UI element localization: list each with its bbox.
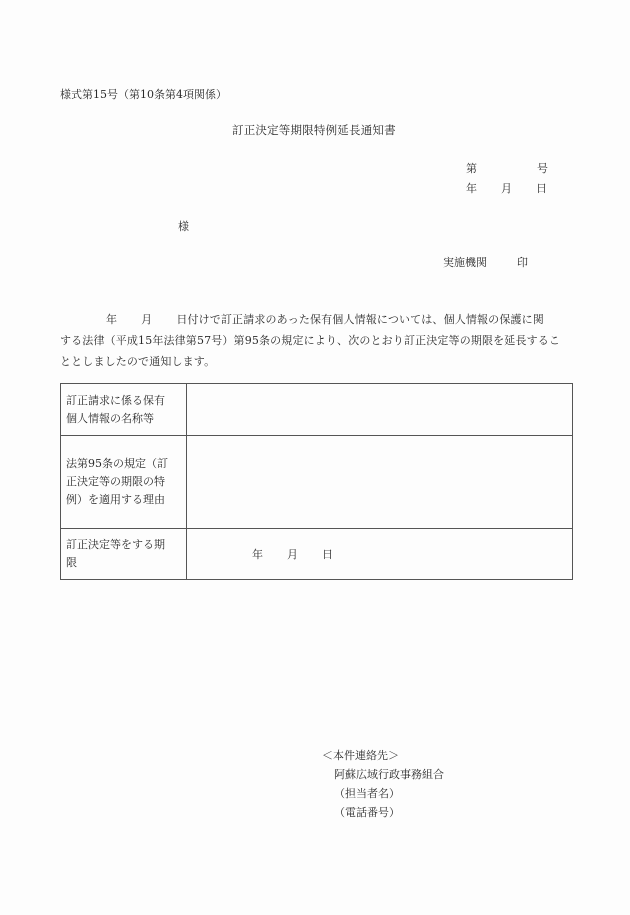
body-line-3: ととしましたので通知します。 xyxy=(60,355,216,368)
form-number: 様式第15号（第10条第4項関係） xyxy=(60,88,227,101)
contact-heading: ＜本件連絡先＞ xyxy=(322,749,399,762)
notice-body xyxy=(60,309,576,372)
reference-number-prefix: 第 xyxy=(466,162,477,175)
seal-mark: 印 xyxy=(517,256,528,269)
deadline-month: 月 xyxy=(287,548,298,561)
body-line-2: する法律（平成15年法律第57号）第95条の規定により、次のとおり訂正決定等の期限を延長するこ xyxy=(60,334,561,347)
table-row xyxy=(61,436,573,529)
personal-info-name-field[interactable] xyxy=(187,384,573,436)
deadline-date-field[interactable] xyxy=(187,529,573,580)
deadline-year: 年 xyxy=(252,548,263,561)
info-table xyxy=(60,383,573,580)
reason-field[interactable] xyxy=(187,436,573,529)
issuer-label: 実施機関 xyxy=(443,256,487,269)
reference-number-suffix: 号 xyxy=(537,162,548,175)
row-label: 訂正決定等をする期 限 xyxy=(61,529,187,580)
contact-phone: （電話番号） xyxy=(334,806,400,819)
reference-date xyxy=(466,180,547,196)
addressee: 様 xyxy=(178,220,189,233)
table-row xyxy=(61,529,573,580)
deadline-day: 日 xyxy=(322,548,333,561)
row-label: 法第95条の規定（訂 正決定等の期限の特 例）を適用する理由 xyxy=(61,436,187,529)
contact-person: （担当者名） xyxy=(334,787,400,800)
issuer xyxy=(443,254,528,270)
body-line-1: 年 月 日付けで訂正請求のあった保有個人情報については、個人情報の保護に関 xyxy=(106,313,544,326)
date-year: 年 xyxy=(466,182,477,195)
row-label: 訂正請求に係る保有 個人情報の名称等 xyxy=(61,384,187,436)
date-month: 月 xyxy=(501,182,512,195)
contact-organization: 阿蘇広域行政事務組合 xyxy=(334,768,444,781)
contact-block xyxy=(322,746,444,822)
reference-number xyxy=(466,160,548,176)
date-day: 日 xyxy=(536,182,547,195)
document-title: 訂正決定等期限特例延長通知書 xyxy=(232,123,396,137)
table-row xyxy=(61,384,573,436)
